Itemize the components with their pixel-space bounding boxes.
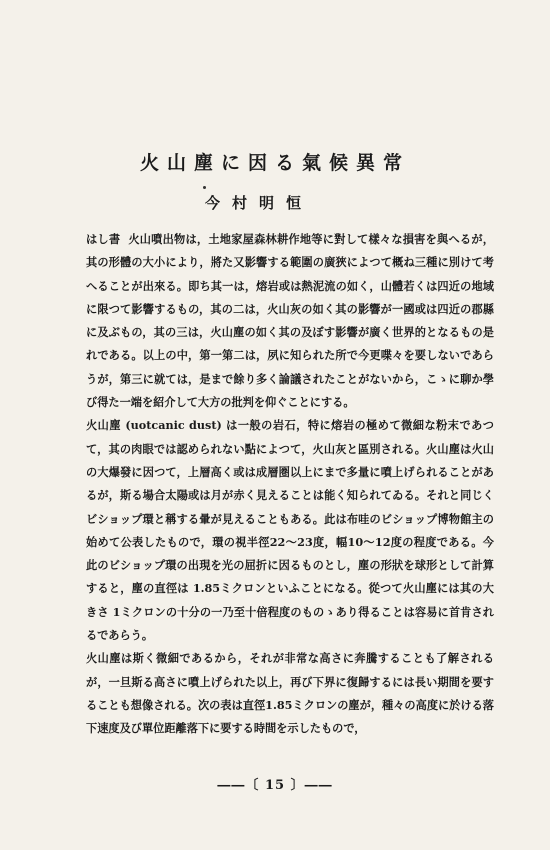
paragraph-text: 火山塵は斯く微細であるから，それが非常な高さに奔騰することも了解されるが，一旦斯る高さに噴上げられた以上，再び下界に復歸するには長い期間を要することも想像される。次の表は直徑1.85ミクロンの塵が，種々の高度に於ける落下速度及び單位距離落下に要する時間を示したもので， [86,651,494,736]
paragraph [86,647,494,740]
paragraph [86,228,494,414]
section-lead: はし書 [86,232,121,246]
paragraph-text: 火山塵 (uotcanic dust) は一般の岩石，特に熔岩の極めて微細な粉末であつて，其の肉眼では認められない點によつて，火山灰と區別される。火山塵は火山の大爆發に因つて，上層高く或は成層圏以上にまで多量に噴上げられることがあるが，斯る場合太陽或は月が赤く見えることは能く知られてゐる。それと同じくビショップ環と稱する暈が見えることもある。此は布哇のビショップ博物館主の始めて公表したもので，環の視半徑22～23度，幅10～12度の程度である。今此のビショップ環の出現を光の屈折に因るものとし，塵の形狀を球形として計算すると，塵の直徑は 1.85ミクロンといふことになる。從つて火山塵には其の大きさ 1ミクロンの十分の一乃至十倍程度のものゝあり得ることは容易に首肯されるであらう。 [86,418,494,643]
author-name: 今村明恒 [205,194,314,212]
paragraph-text: 火山噴出物は，土地家屋森林耕作地等に對して樣々な損害を與へるが，其の形體の大小により，將た又影響する範圍の廣狹によつて概ね三種に別けて考へることが出來る。即ち其一は，熔岩或は熱泥流の如く，山體若くは四近の地域に限つて影響するもの，其の二は，火山灰の如く其の影響が一國或は四近の郡縣に及ぶもの，其の三は，火山塵の如く其の及ぼす影響が廣く世界的となるもの是れである。以上の中，第一第二は，夙に知られた所で今更喋々を要しないであらうが，第三に就ては，是まで餘り多く論議されたことがないから，こゝに聊か學び得た一端を紹介して大方の批判を仰ぐことにする。 [86,232,494,410]
article-title: 火山塵に因る氣候異常 [139,152,410,174]
decorative-dot [203,186,206,189]
page-number: ――〔 15 〕―― [217,778,333,793]
article-body [86,228,494,741]
paragraph [86,414,494,647]
